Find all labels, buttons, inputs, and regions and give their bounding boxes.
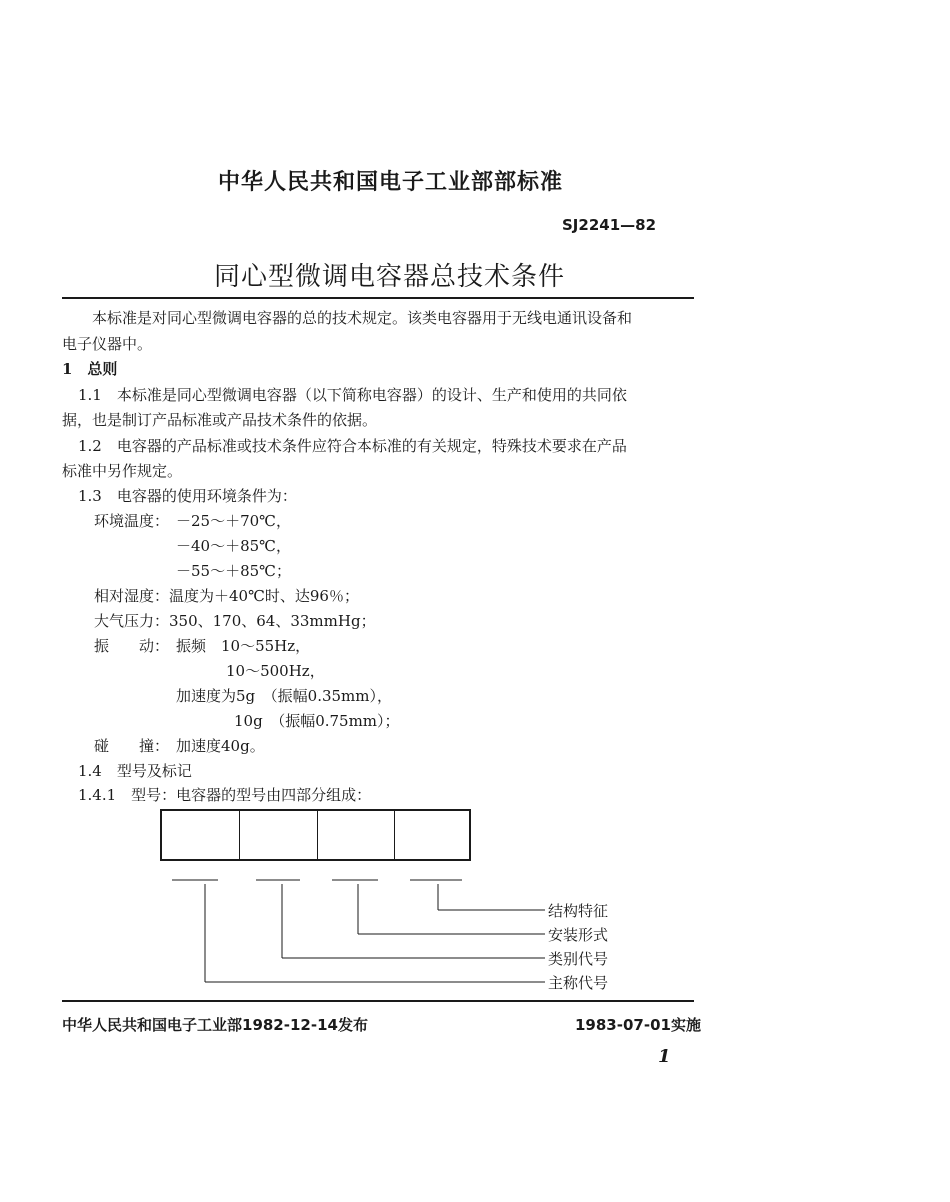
label-mounting-form: 安装形式 — [548, 926, 609, 944]
env-acceleration-2: 10g （振幅0.75mm）； — [234, 712, 400, 730]
env-vibration-freq-2: 10～500Hz， — [226, 662, 325, 680]
clause-1-4: 1.4 型号及标记 — [78, 762, 192, 780]
section-1-heading: 1 总则 — [62, 360, 118, 378]
env-acceleration-1: 加速度为5g （振幅0.35mm）， — [176, 687, 392, 705]
effective-date: 1983-07-01实施 — [575, 1016, 701, 1034]
env-temp-range-2: －40～＋85℃， — [176, 537, 291, 555]
standard-code: SJ2241—82 — [562, 216, 657, 234]
env-temp-range-1: －25～＋70℃， — [176, 512, 291, 530]
clause-1-2-line-1: 1.2 电容器的产品标准或技术条件应符合本标准的有关规定，特殊技术要求在产品 — [78, 437, 627, 455]
clause-1-2-line-2: 标准中另作规定。 — [62, 462, 183, 480]
env-bump-label: 碰 撞： — [94, 737, 170, 755]
env-vibration-freq-1: 振频 10～55Hz， — [176, 637, 311, 655]
env-temp-range-3: －55～＋85℃； — [176, 562, 291, 580]
intro-line-2: 电子仪器中。 — [62, 335, 153, 353]
env-humidity: 相对湿度：温度为＋40℃时、达96％； — [94, 587, 359, 605]
page-number: 1 — [658, 1046, 671, 1067]
label-category-code: 类别代号 — [548, 950, 609, 968]
document-title: 同心型微调电容器总技术条件 — [214, 262, 566, 292]
standard-org-title: 中华人民共和国电子工业部部标准 — [218, 170, 564, 195]
clause-1-3: 1.3 电容器的使用环境条件为： — [78, 487, 297, 505]
intro-line-1: 本标准是对同心型微调电容器的总的技术规定。该类电容器用于无线电通讯设备和 — [92, 309, 633, 327]
env-vibration-label: 振 动： — [94, 637, 170, 655]
clause-1-1-line-2: 据，也是制订产品标准或产品技术条件的依据。 — [62, 411, 378, 429]
label-structure-feature: 结构特征 — [548, 902, 609, 920]
bottom-divider — [62, 1000, 694, 1002]
env-pressure: 大气压力：350、170、64、33mmHg； — [94, 612, 376, 630]
clause-1-1-line-1: 1.1 本标准是同心型微调电容器（以下简称电容器）的设计、生产和使用的共同依 — [78, 386, 627, 404]
env-bump-value: 加速度40g。 — [176, 737, 265, 755]
publish-info: 中华人民共和国电子工业部1982-12-14发布 — [62, 1016, 368, 1034]
label-main-name-code: 主称代号 — [548, 974, 609, 992]
clause-1-4-1: 1.4.1 型号：电容器的型号由四部分组成： — [78, 786, 372, 804]
env-temp-label: 环境温度： — [94, 512, 170, 530]
